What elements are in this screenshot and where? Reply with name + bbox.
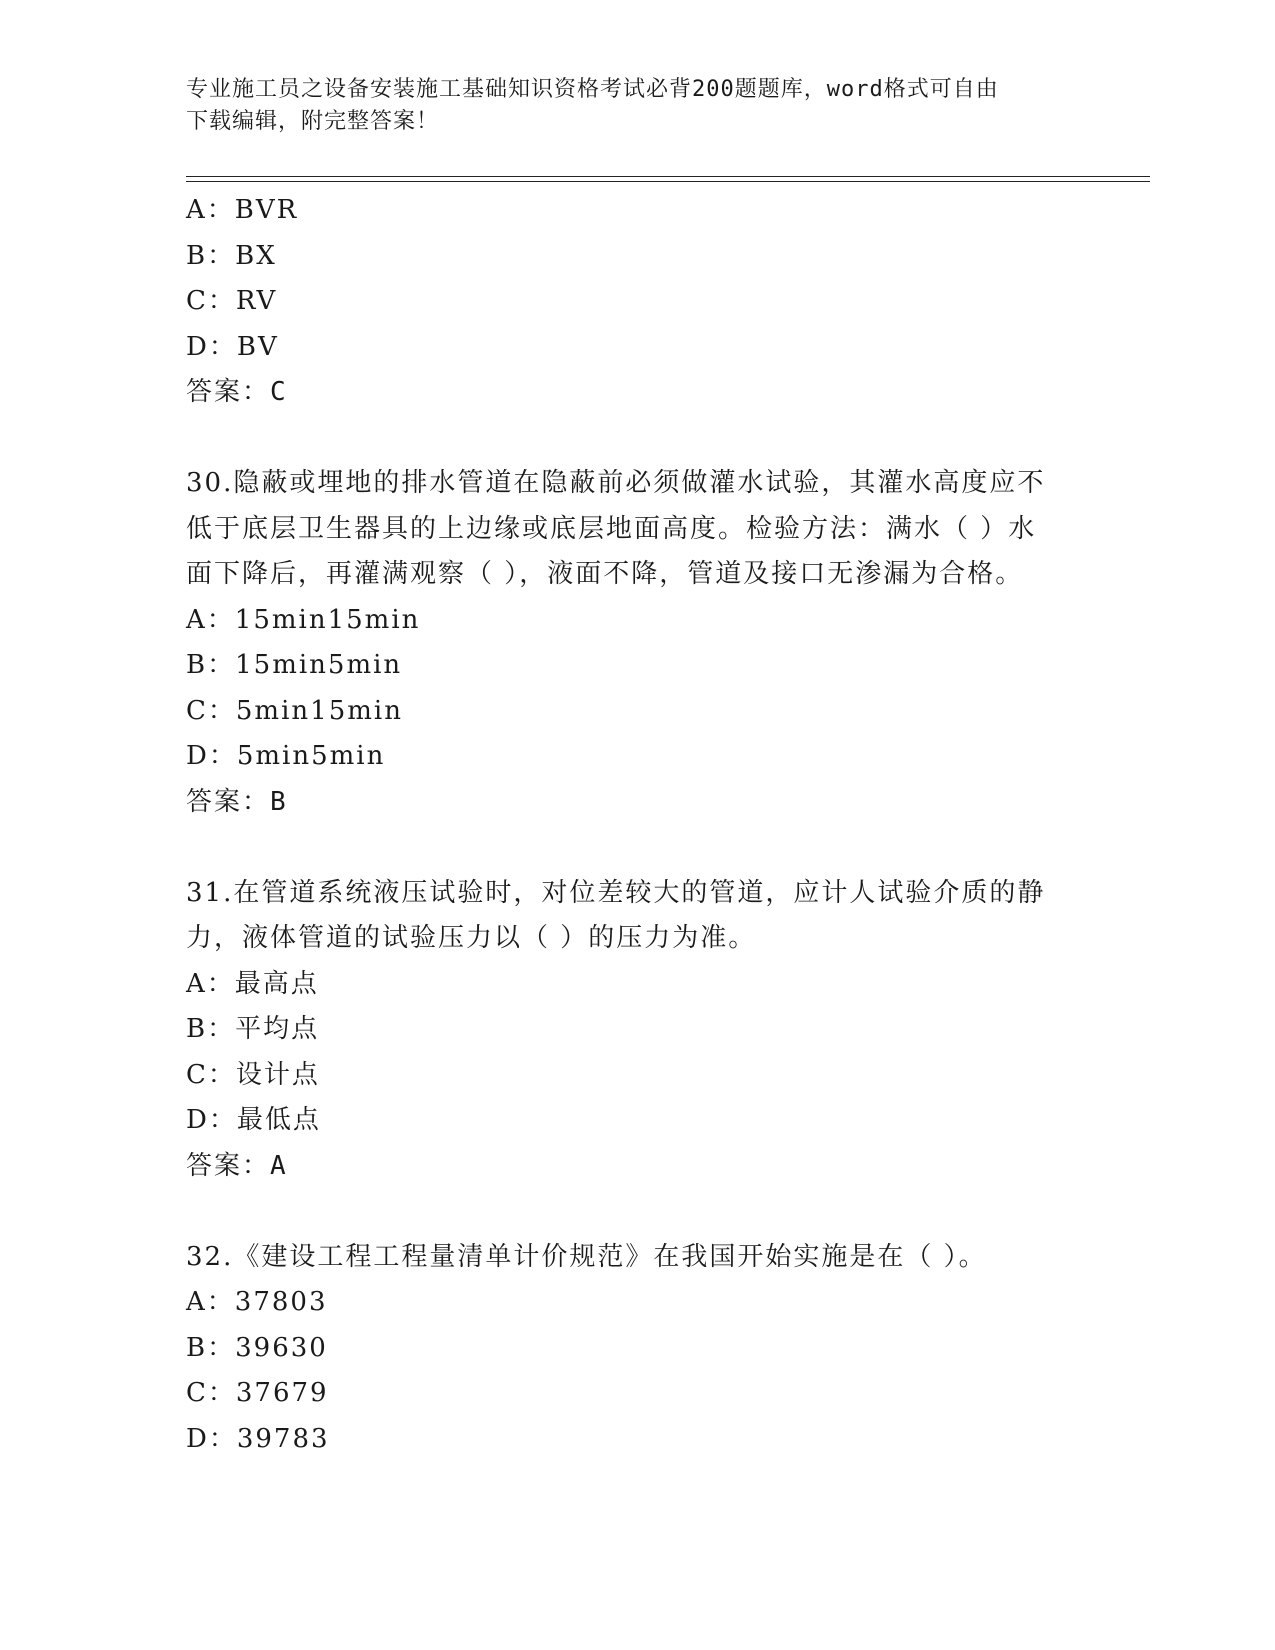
- option-b: B：BX: [186, 240, 277, 271]
- option-a: A：15min15min: [186, 604, 421, 635]
- option-d: D：39783: [186, 1423, 330, 1454]
- answer: 答案：A: [186, 1150, 288, 1181]
- question-32: [186, 1235, 1086, 1463]
- option-c: C：37679: [186, 1378, 329, 1408]
- question-stem-line: 31.在管道系统液压试验时，对位差较大的管道，应计人试验介质的静: [186, 877, 1046, 908]
- option-d: D：BV: [186, 331, 279, 362]
- option-d: D：最低点: [186, 1105, 321, 1135]
- option-b: B：平均点: [186, 1014, 320, 1044]
- option-a: A：最高点: [186, 968, 319, 999]
- question-29: [186, 188, 1086, 416]
- header-divider-bottom: [186, 181, 1150, 182]
- question-31: [186, 871, 1086, 1190]
- option-c: C：5min15min: [186, 695, 403, 726]
- option-a: A：BVR: [186, 195, 299, 225]
- question-stem-line: 力，液体管道的试验压力以（ ）的压力为准。: [186, 923, 757, 953]
- answer: 答案：B: [186, 786, 288, 817]
- header-line-1: 专业施工员之设备安装施工基础知识资格考试必背200题题库，word格式可自由: [186, 77, 999, 102]
- question-stem-line: 低于底层卫生器具的上边缘或底层地面高度。检验方法：满水（ ）水: [186, 513, 1037, 544]
- option-b: B：39630: [186, 1332, 328, 1363]
- option-a: A：37803: [186, 1287, 328, 1317]
- option-c: C：RV: [186, 286, 278, 316]
- option-d: D：5min5min: [186, 741, 386, 771]
- question-stem-line: 32.《建设工程工程量清单计价规范》在我国开始实施是在（ ）。: [186, 1241, 987, 1272]
- header-divider-top: [186, 176, 1150, 177]
- document-header: [186, 74, 1066, 138]
- question-30: [186, 461, 1086, 825]
- answer: 答案：C: [186, 377, 288, 407]
- option-c: C：设计点: [186, 1059, 320, 1090]
- option-b: B：15min5min: [186, 650, 403, 680]
- question-stem-line: 面下降后，再灌满观察（ ），液面不降，管道及接口无渗漏为合格。: [186, 559, 1024, 589]
- question-stem-line: 30.隐蔽或埋地的排水管道在隐蔽前必须做灌水试验，其灌水高度应不: [186, 468, 1046, 498]
- question-list: [186, 188, 1086, 1462]
- header-line-2: 下载编辑，附完整答案！: [186, 109, 440, 134]
